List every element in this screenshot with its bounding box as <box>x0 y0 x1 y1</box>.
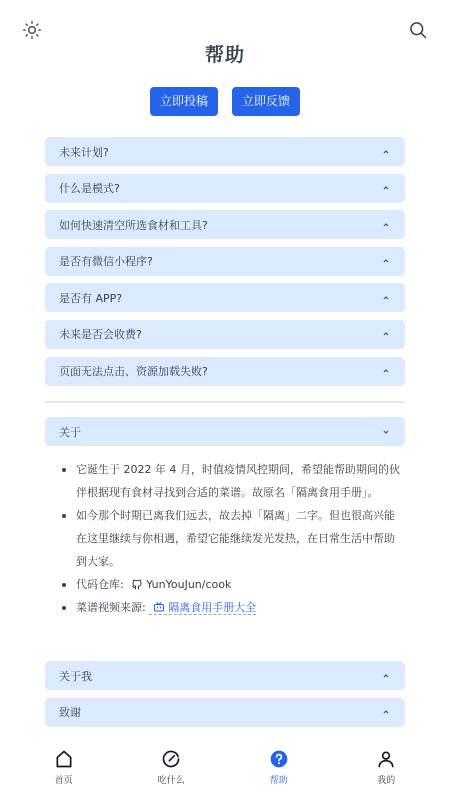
about-content <box>60 458 400 619</box>
faq-item[interactable] <box>45 698 405 727</box>
tab-what-to-eat[interactable] <box>136 749 206 786</box>
chevron-up-icon <box>381 707 391 717</box>
home-icon <box>54 749 74 769</box>
faq-item[interactable] <box>45 357 405 386</box>
faq-item[interactable] <box>45 210 405 239</box>
faq-question: 是否有 APP? <box>59 291 123 305</box>
faq-question: 未来是否会收费? <box>59 328 142 342</box>
repo-value: YunYouJun/cook <box>146 578 232 591</box>
chevron-down-icon <box>381 427 391 437</box>
chevron-up-icon <box>381 366 391 376</box>
faq-item[interactable] <box>45 661 405 690</box>
about-me-title: 关于我 <box>59 669 92 683</box>
chevron-up-icon <box>381 256 391 266</box>
faq-item[interactable] <box>45 174 405 203</box>
github-icon <box>131 578 143 590</box>
submit-button[interactable]: 立即投稿 <box>150 87 218 116</box>
tab-home[interactable] <box>29 749 99 786</box>
faq-question: 什么是模式? <box>59 182 120 196</box>
video-label: 菜谱视频来源: <box>76 601 146 614</box>
about-paragraph <box>60 504 400 573</box>
chevron-up-icon <box>381 329 391 339</box>
tab-help[interactable] <box>244 749 314 786</box>
chevron-up-icon <box>381 220 391 230</box>
tab-label: 帮助 <box>269 775 288 786</box>
thanks-title: 致谢 <box>59 706 81 720</box>
chevron-up-icon <box>381 671 391 681</box>
faq-list <box>45 137 405 393</box>
video-source-item <box>60 596 400 619</box>
faq-question: 如何快速清空所选食材和工具? <box>59 218 208 232</box>
gauge-icon <box>161 749 181 769</box>
action-buttons <box>0 87 450 116</box>
video-value: 隔离食用手册大全 <box>168 601 257 614</box>
repo-link[interactable] <box>127 578 231 591</box>
faq-item[interactable] <box>45 283 405 312</box>
tab-mine[interactable] <box>351 749 421 786</box>
user-icon <box>376 749 396 769</box>
search-icon[interactable] <box>408 20 428 40</box>
tab-label: 吃什么 <box>157 775 185 786</box>
section-divider <box>45 401 405 403</box>
faq-question: 是否有微信小程序? <box>59 255 153 269</box>
tv-icon <box>153 601 165 613</box>
about-section <box>45 417 405 454</box>
page-title: 帮助 <box>204 44 245 66</box>
more-list <box>45 661 405 734</box>
faq-item[interactable] <box>45 320 405 349</box>
theme-toggle-icon[interactable] <box>22 20 42 40</box>
repo-label: 代码仓库: <box>76 578 124 591</box>
bottom-tab-bar <box>0 734 450 800</box>
faq-item[interactable] <box>45 247 405 276</box>
about-header[interactable] <box>45 417 405 446</box>
about-paragraph <box>60 458 400 504</box>
faq-question: 页面无法点击、资源加载失败? <box>59 365 208 379</box>
faq-question: 未来计划? <box>59 145 109 159</box>
help-circle-icon <box>269 749 289 769</box>
tab-label: 首页 <box>54 775 73 786</box>
about-text: 如今那个时期已离我们远去，故去掉「隔离」二字。但也很高兴能在这里继续与你相遇，希望它能继续发光发热，在日常生活中帮助到大家。 <box>76 509 395 568</box>
chevron-up-icon <box>381 147 391 157</box>
faq-item[interactable] <box>45 137 405 166</box>
tab-label: 我的 <box>377 775 396 786</box>
video-source-link[interactable] <box>149 601 256 615</box>
repo-item <box>60 573 400 596</box>
chevron-up-icon <box>381 183 391 193</box>
chevron-up-icon <box>381 293 391 303</box>
feedback-button[interactable]: 立即反馈 <box>232 87 300 116</box>
about-title: 关于 <box>59 425 81 439</box>
about-text: 它诞生于 2022 年 4 月，时值疫情风控期间，希望能帮助期间的伙伴根据现有食材寻找到合适的菜谱。故原名「隔离食用手册」。 <box>76 463 400 499</box>
